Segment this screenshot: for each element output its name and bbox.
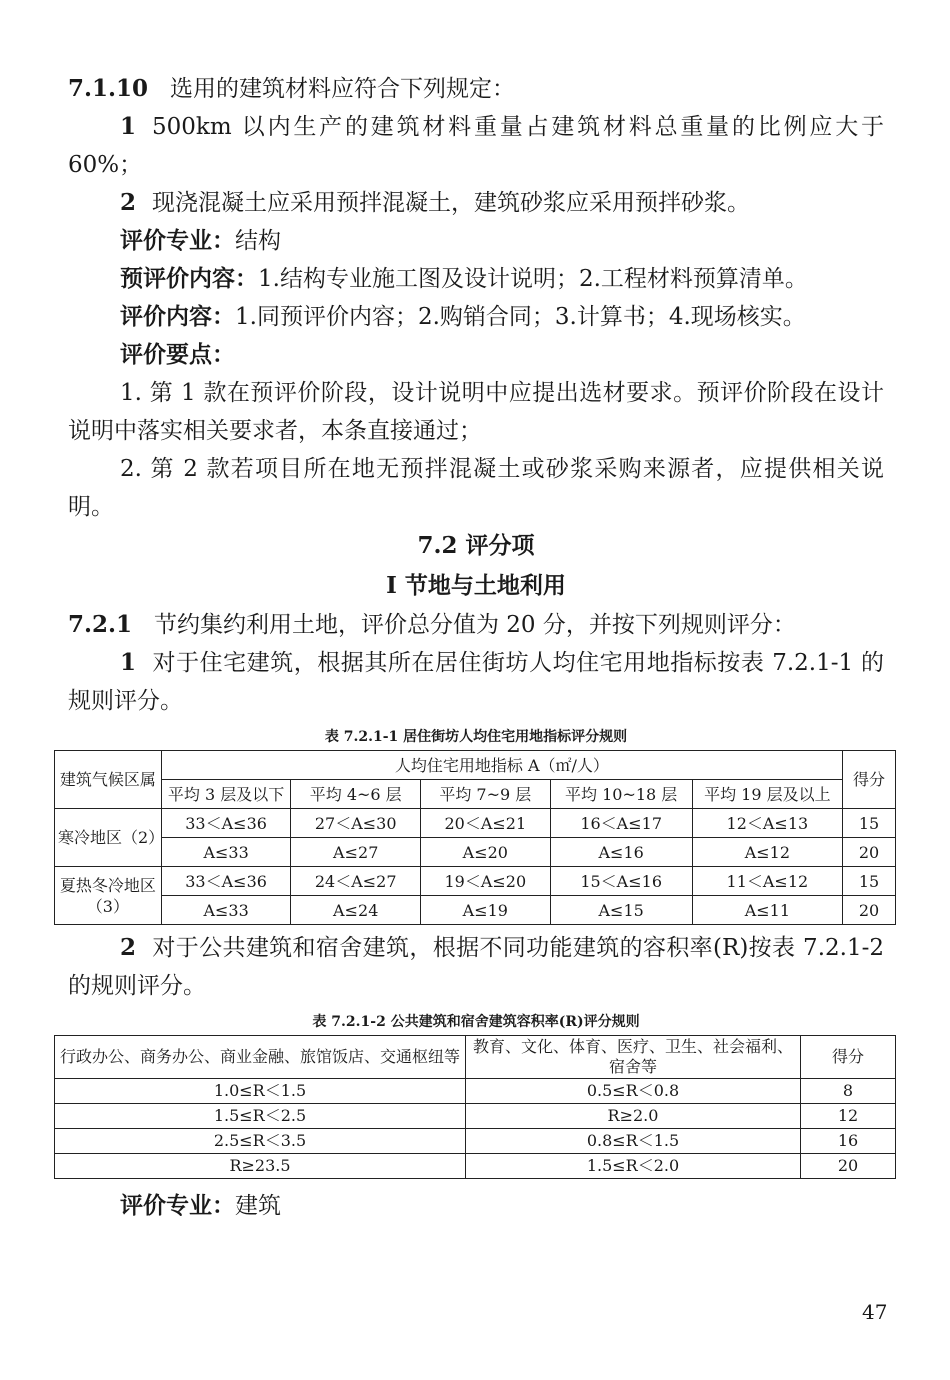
header-score: 得分 (801, 1036, 896, 1079)
pre-evaluation-label: 预评价内容： (120, 265, 258, 292)
table-cell: 1.5≤R＜2.0 (466, 1154, 801, 1179)
zone-cell: 寒冷地区（2） (55, 809, 162, 867)
header-climate-zone: 建筑气候区属 (55, 751, 162, 809)
table-header-row (55, 751, 896, 780)
header-col: 平均 19 层及以上 (692, 780, 842, 809)
table-cell: 33＜A≤36 (161, 809, 291, 838)
table-row (55, 1129, 896, 1154)
item-text: 现浇混凝土应采用预拌混凝土，建筑砂浆应采用预拌砂浆。 (152, 190, 751, 216)
table-1-caption: 表 7.2.1-1 居住街坊人均住宅用地指标评分规则 (324, 729, 628, 745)
clause-7-2-1-item-2 (68, 929, 884, 1005)
score-cell: 20 (843, 896, 896, 925)
table-header-row (55, 1036, 896, 1079)
table-cell: 1.5≤R＜2.5 (55, 1104, 466, 1129)
specialty-label: 评价专业： (120, 1192, 235, 1219)
section-subtitle: I 节地与土地利用 (386, 572, 566, 599)
page-content (58, 70, 886, 1225)
table-cell: 15＜A≤16 (550, 867, 692, 896)
evaluation-point-2: 2. 第 2 款若项目所在地无预拌混凝土或砂浆采购来源者，应提供相关说明。 (68, 456, 884, 520)
item-number: 2 (120, 934, 137, 961)
item-number: 1 (120, 649, 137, 676)
table-cell: A≤20 (421, 838, 551, 867)
table-7-2-1-2 (54, 1035, 896, 1179)
specialty-value: 结构 (235, 228, 281, 254)
table-cell: R≥2.0 (466, 1104, 801, 1129)
section-title: 7.2 评分项 (417, 532, 535, 559)
table-7-2-1-1 (54, 750, 896, 925)
pre-evaluation-value: 1.结构专业施工图及设计说明；2.工程材料预算清单。 (258, 266, 808, 292)
table-cell: A≤12 (692, 838, 842, 867)
table-cell: A≤33 (161, 896, 291, 925)
table-row (55, 896, 896, 925)
clause-7-1-10-item-1 (68, 108, 884, 184)
table-cell: 16＜A≤17 (550, 809, 692, 838)
table-cell: 12＜A≤13 (692, 809, 842, 838)
table-cell: 24＜A≤27 (291, 867, 421, 896)
table-cell: 19＜A≤20 (421, 867, 551, 896)
clause-7-1-10-heading (68, 70, 884, 108)
header-land-index: 人均住宅用地指标 A（㎡/人） (161, 751, 842, 780)
table-cell: 0.8≤R＜1.5 (466, 1129, 801, 1154)
header-col: 平均 10~18 层 (550, 780, 692, 809)
item-text: 500km 以内生产的建筑材料重量占建筑材料总重量的比例应大于60%； (68, 114, 884, 178)
zone-cell: 夏热冬冷地区（3） (55, 867, 162, 925)
score-cell: 20 (843, 838, 896, 867)
clause-text: 选用的建筑材料应符合下列规定： (169, 76, 515, 102)
score-cell: 16 (801, 1129, 896, 1154)
evaluation-line (120, 298, 884, 336)
table-cell: 20＜A≤21 (421, 809, 551, 838)
specialty-line (120, 222, 884, 260)
table-cell: A≤27 (291, 838, 421, 867)
table-cell: A≤16 (550, 838, 692, 867)
table-row (55, 1104, 896, 1129)
item-number: 1 (120, 113, 137, 140)
specialty-value: 建筑 (235, 1193, 281, 1219)
clause-7-2-1-heading (68, 606, 884, 644)
header-education-culture: 教育、文化、体育、医疗、卫生、社会福利、宿舍等 (466, 1036, 801, 1079)
item-text: 对于公共建筑和宿舍建筑，根据不同功能建筑的容积率(R)按表 7.2.1-2 的规则评分。 (68, 935, 884, 999)
score-cell: 20 (801, 1154, 896, 1179)
table-cell: A≤24 (291, 896, 421, 925)
table-cell: 0.5≤R＜0.8 (466, 1079, 801, 1104)
score-cell: 15 (843, 809, 896, 838)
header-col: 平均 3 层及以下 (161, 780, 291, 809)
clause-text: 节约集约利用土地，评价总分值为 20 分，并按下列规则评分： (153, 612, 796, 638)
table-row (55, 838, 896, 867)
table-cell: 1.0≤R＜1.5 (55, 1079, 466, 1104)
score-cell: 8 (801, 1079, 896, 1104)
table-cell: A≤19 (421, 896, 551, 925)
header-col: 平均 4~6 层 (291, 780, 421, 809)
table-cell: 33＜A≤36 (161, 867, 291, 896)
evaluation-label: 评价内容： (120, 303, 235, 330)
header-office-commercial: 行政办公、商务办公、商业金融、旅馆饭店、交通枢纽等 (55, 1036, 466, 1079)
table-row (55, 867, 896, 896)
table-cell: A≤15 (550, 896, 692, 925)
table-row (55, 1079, 896, 1104)
item-number: 2 (120, 189, 137, 216)
table-cell: 11＜A≤12 (692, 867, 842, 896)
score-cell: 12 (801, 1104, 896, 1129)
evaluation-points-label: 评价要点： (120, 341, 235, 368)
evaluation-value: 1.同预评价内容；2.购销合同；3.计算书；4.现场核实。 (235, 304, 806, 330)
table-cell: 27＜A≤30 (291, 809, 421, 838)
table-cell: A≤11 (692, 896, 842, 925)
item-text: 对于住宅建筑，根据其所在居住街坊人均住宅用地指标按表 7.2.1-1 的规则评分。 (68, 650, 884, 714)
clause-number: 7.1.10 (68, 75, 149, 102)
table-subheader-row (55, 780, 896, 809)
clause-7-1-10-item-2 (68, 184, 884, 222)
header-col: 平均 7~9 层 (421, 780, 551, 809)
table-cell: 2.5≤R＜3.5 (55, 1129, 466, 1154)
table-row (55, 809, 896, 838)
specialty-label: 评价专业： (120, 227, 235, 254)
clause-7-2-1-item-1 (68, 644, 884, 720)
clause-number: 7.2.1 (68, 611, 133, 638)
table-row (55, 1154, 896, 1179)
footer-specialty-line (120, 1187, 884, 1225)
table-2-caption: 表 7.2.1-2 公共建筑和宿舍建筑容积率(R)评分规则 (312, 1014, 640, 1030)
evaluation-point-1: 1. 第 1 款在预评价阶段，设计说明中应提出选材要求。预评价阶段在设计说明中落实相关要求者，本条直接通过； (68, 380, 884, 444)
page-number: 47 (862, 1300, 888, 1324)
score-cell: 15 (843, 867, 896, 896)
header-score: 得分 (843, 751, 896, 809)
pre-evaluation-line (120, 260, 884, 298)
table-cell: R≥23.5 (55, 1154, 466, 1179)
table-cell: A≤33 (161, 838, 291, 867)
